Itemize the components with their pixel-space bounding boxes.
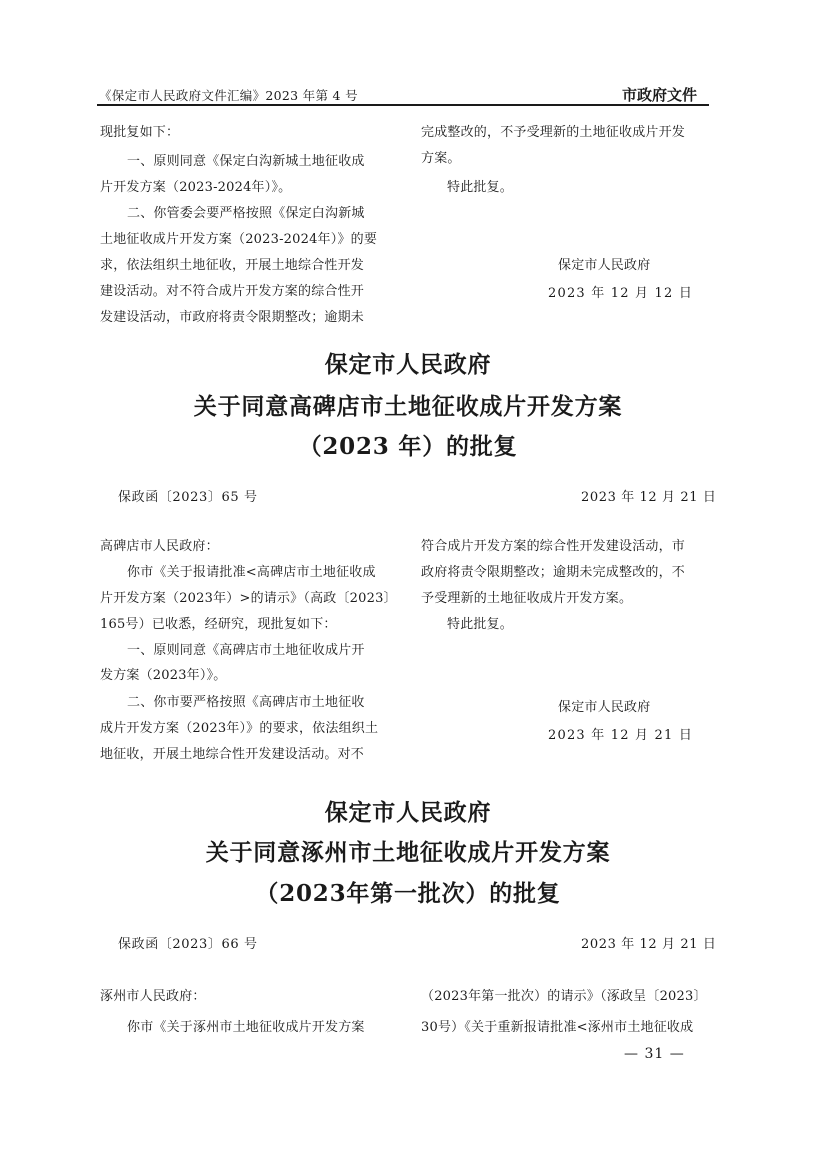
doc2-title-line: （2023 年）的批复 [298, 433, 518, 460]
doc2-left-line: 你市《关于报请批准<高碑店市土地征收成 [127, 565, 376, 580]
doc2-left-line: 165号）已收悉，经研究，现批复如下： [100, 617, 337, 632]
doc1-right-line: 方案。 [421, 151, 461, 166]
doc2-left-line: 成片开发方案（2023年）》的要求，依法组织土 [100, 721, 379, 736]
doc1-signature: 保定市人民政府 [558, 258, 651, 273]
doc1-left-line: 建设活动。对不符合成片开发方案的综合性开 [100, 284, 365, 299]
doc2-left-line: 二、你市要严格按照《高碑店市土地征收 [127, 695, 365, 710]
doc1-left-line: 现批复如下： [100, 125, 180, 140]
doc3-right-line: 30号）《关于重新报请批准<涿州市土地征收成 [421, 1020, 694, 1035]
doc2-title-line: 保定市人民政府 [324, 351, 492, 378]
doc1-left-line: 发建设活动，市政府将责令限期整改；逾期未 [100, 310, 365, 325]
doc3-right-line: （2023年第一批次）的请示》（涿政呈〔2023〕 [421, 989, 707, 1004]
doc3-title-line: 保定市人民政府 [324, 799, 492, 826]
doc2-left-line: 地征收，开展土地综合性开发建设活动。对不 [100, 747, 365, 762]
doc1-right-line: 完成整改的，不予受理新的土地征收成片开发 [421, 125, 686, 140]
doc2-left-line: 发方案（2023年）》。 [100, 668, 227, 683]
doc3-left-line: 你市《关于涿州市土地征收成片开发方案 [127, 1020, 365, 1035]
doc2-right-line: 符合成片开发方案的综合性开发建设活动，市 [421, 539, 686, 554]
doc2-signature: 保定市人民政府 [558, 700, 651, 715]
doc2-left-line: 一、原则同意《高碑店市土地征收成片开 [127, 643, 365, 658]
section-label: 市政府文件 [622, 86, 698, 104]
header-rule [97, 104, 709, 106]
doc2-date: 2023 年 12 月 21 日 [548, 728, 694, 743]
doc1-left-line: 求，依法组织土地征收，开展土地综合性开发 [100, 258, 365, 273]
doc3-title-line: （2023年第一批次）的批复 [255, 880, 561, 907]
doc3-left-line: 涿州市人民政府： [100, 989, 206, 1004]
doc1-left-line: 土地征收成片开发方案（2023-2024年）》的要 [100, 232, 378, 247]
doc3-document-number: 保政函〔2023〕66 号 [118, 937, 258, 952]
publication-title: 《保定市人民政府文件汇编》2023 年第 4 号 [99, 88, 358, 103]
doc2-right-line: 予受理新的土地征收成片开发方案。 [421, 591, 633, 606]
doc3-title-line: 关于同意涿州市土地征收成片开发方案 [205, 839, 611, 866]
doc2-document-number: 保政函〔2023〕65 号 [118, 490, 258, 505]
doc1-left-line: 一、原则同意《保定白沟新城土地征收成 [127, 154, 365, 169]
doc2-title-line: 关于同意高碑店市土地征收成片开发方案 [193, 393, 623, 420]
page-number: — 31 — [624, 1046, 685, 1062]
doc2-right-line: 政府将责令限期整改；逾期未完成整改的，不 [421, 565, 686, 580]
doc1-left-line: 片开发方案（2023-2024年）》。 [100, 180, 292, 195]
doc1-right-line: 特此批复。 [447, 180, 514, 195]
doc2-left-line: 高碑店市人民政府： [100, 539, 219, 554]
doc1-left-line: 二、你管委会要严格按照《保定白沟新城 [127, 206, 365, 221]
doc2-right-line: 特此批复。 [447, 617, 514, 632]
doc1-date: 2023 年 12 月 12 日 [548, 286, 694, 301]
doc3-issue-date: 2023 年 12 月 21 日 [581, 937, 717, 952]
doc2-left-line: 片开发方案（2023年）>的请示》（高政〔2023〕 [100, 591, 397, 606]
doc2-issue-date: 2023 年 12 月 21 日 [581, 490, 717, 505]
